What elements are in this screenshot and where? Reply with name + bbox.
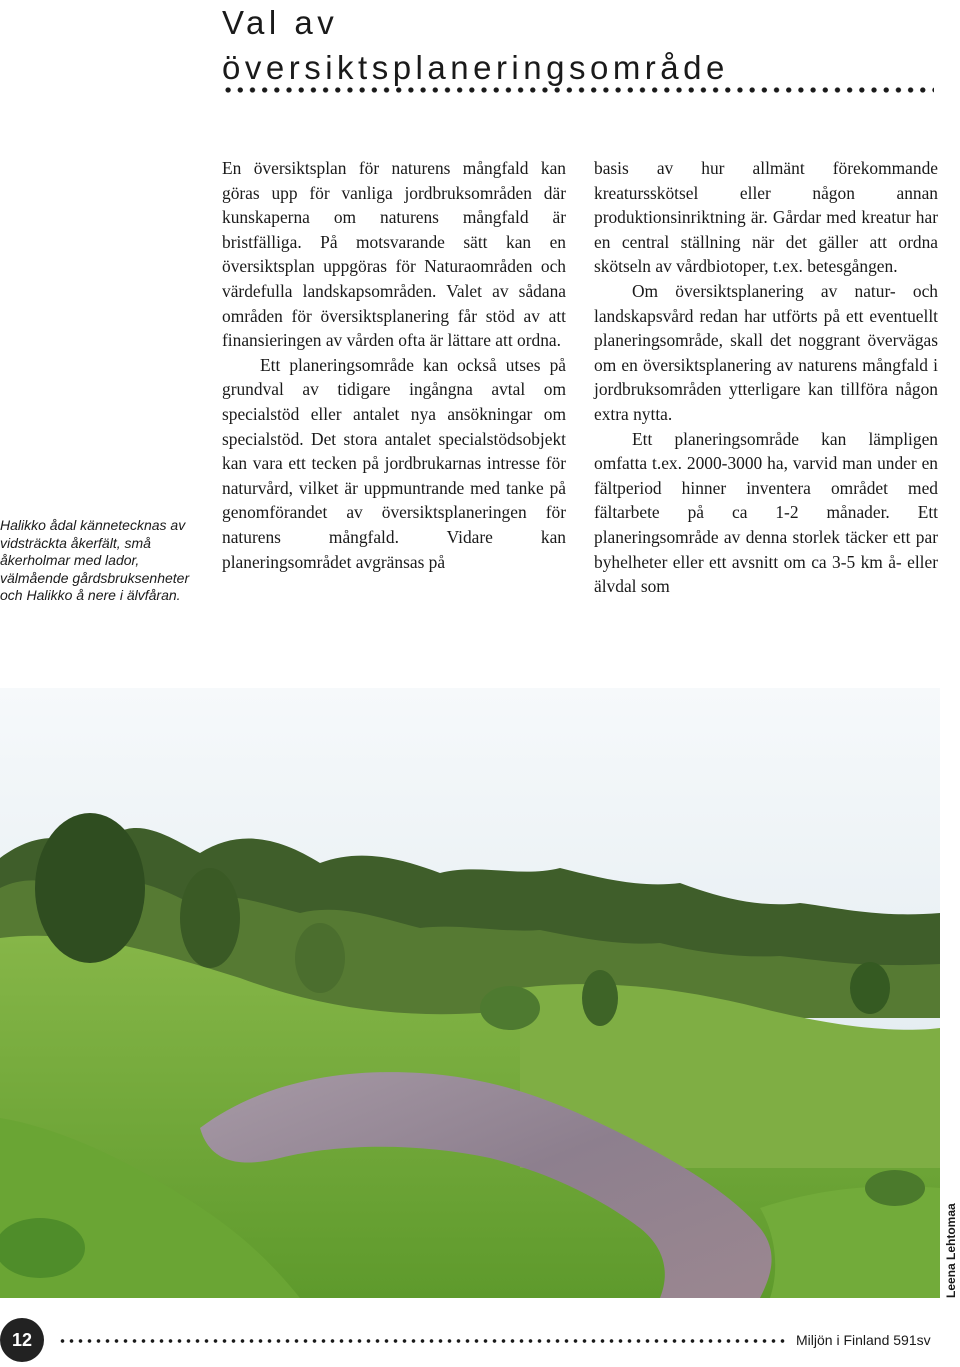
page-number-badge: 12	[0, 1318, 44, 1362]
column2-paragraph-1: basis av hur allmänt förekommande kreatursskötsel eller någon annan produktionsinriktning är. Gårdar med kreatur har en central ställning när det gäller att ordna skötseln av vårdbiotoper, t.ex. betesgången.	[594, 158, 938, 277]
title-line-2: översiktsplaneringsområde	[222, 49, 729, 86]
title-dotted-rule	[222, 86, 934, 94]
text-column-2	[594, 156, 938, 599]
text-column-1	[222, 156, 566, 574]
column1-paragraph-2: Ett planeringsområde kan också utses på grundval av tidigare ingångna avtal om specialstöd eller antalet nya ansökningar om specialstöd. Det stora antalet specialstödsobjekt kan vara ett tecken på jordbrukarnas intresse för naturvård, vilket är uppmuntrande med tanke på genomförandet av översiktsplaneringen för naturens mångfald. Vidare kan planeringsområdet avgränsas på	[222, 354, 566, 572]
page-title	[222, 0, 729, 90]
column2-paragraph-2: Om översiktsplanering av natur- och landskapsvård redan har utförts på ett eventuellt planeringsområde, skall det noggrant övervägas om en översiktsplanering av naturens mångfald i jordbruksområden ytterligare kan tillföra någon extra nytta.	[594, 280, 938, 424]
landscape-photo	[0, 688, 940, 1298]
column1-paragraph-1: En översiktsplan för naturens mångfald kan göras upp för vanliga jordbruksområden där kunskaperna om naturens mångfald är bristfälliga. På motsvarande sätt kan en översiktsplan uppgöras för Naturaområden och värdefulla landskapsområden. Valet av sådana områden för översiktsplanering får stöd av att finansieringen av vården ofta är lättare att ordna.	[222, 158, 566, 351]
footer-dotted-rule	[58, 1338, 788, 1344]
publication-footer: Miljön i Finland 591sv	[796, 1332, 931, 1348]
photo-credit: Leena Lehtomaa	[944, 1203, 958, 1298]
column2-paragraph-3: Ett planeringsområde kan lämpligen omfatta t.ex. 2000-3000 ha, varvid man under en fältperiod hinner inventera området med fältarbete på ca 1-2 månader. Ett planeringsområde av denna storlek täcker ett par byhelheter eller ett avsnitt om ca 3-5 km å- eller älvdal som	[594, 428, 938, 597]
title-line-1: Val av	[222, 4, 339, 41]
photo-caption: Halikko ådal kännetecknas av vidsträckta åkerfält, små åkerholmar med lador, välmående gårdsbruksenheter och Halikko å nere i älvfåran.	[0, 517, 190, 603]
